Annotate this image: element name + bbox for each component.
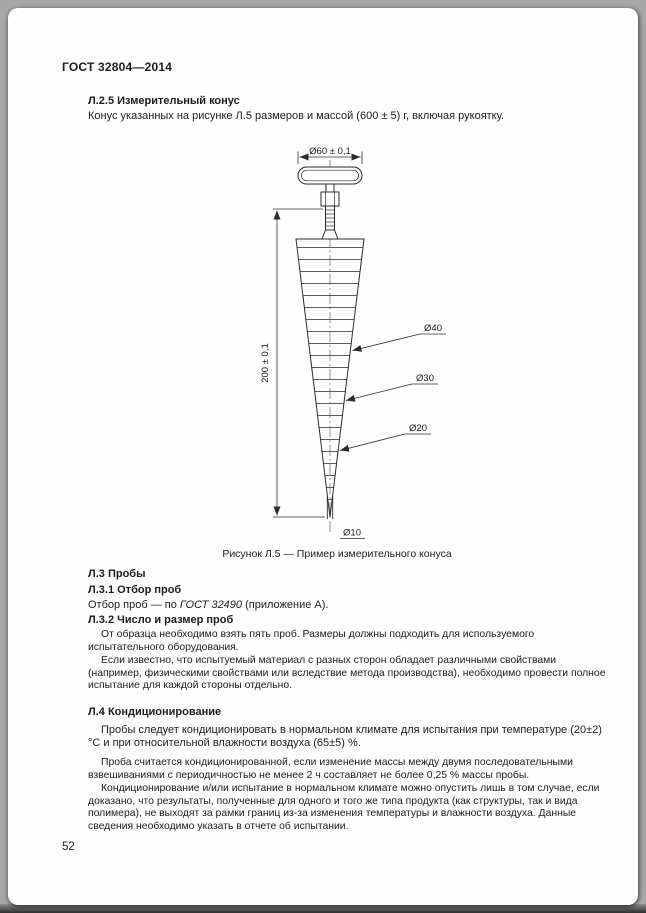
dim-label-d30: Ø30 xyxy=(416,372,434,384)
heading-l32: Л.3.2 Число и размер проб xyxy=(88,614,234,626)
heading-l4: Л.4 Кондиционирование xyxy=(88,705,222,718)
heading-l31: Л.3.1 Отбор проб xyxy=(88,583,182,596)
leader-diameter-30 xyxy=(346,384,438,401)
dim-label-d10: Ø10 xyxy=(343,527,361,538)
paragraph-l32-1: От образца необходимо взять пять проб. Размеры должны подходить для используемого испытательного оборудования. xyxy=(88,629,535,653)
dim-label-h200: 200 ± 0,1 xyxy=(260,342,271,383)
dim-label-d20: Ø20 xyxy=(409,422,427,434)
scan-edge-shadow xyxy=(0,904,646,913)
paragraph-l4-3: Кондиционирование и/или испытание в нормальном климате можно опустить лишь в том случае, если доказано, что результаты, полученные для одного и того же типа продукта (как структуры, так и вида полимера), не выходят за рамки границ из-за изменения температуры и влажности воздуха. Данные сведения необходимо указать в отчете об испытании. xyxy=(88,783,600,832)
document-page xyxy=(8,8,638,905)
text-column-bottom xyxy=(88,568,612,834)
figure-l5 xyxy=(62,144,612,560)
paragraph-l25: Конус указанных на рисунке Л.5 размеров и массой (600 ± 5) г, включая рукоятку. xyxy=(88,110,505,122)
dim-label-d60: Ø60 ± 0,1 xyxy=(309,145,351,157)
heading-l3: Л.3 Пробы xyxy=(88,567,146,580)
paragraph-l4-2: Проба считается кондиционированной, если изменение массы между двумя последовательными взвешиваниями с периодичностью не менее 2 ч составляет не более 0,25 % массы пробы. xyxy=(88,756,573,781)
text-column-top xyxy=(88,95,612,124)
cone-stem xyxy=(321,184,339,239)
page-content xyxy=(8,8,638,834)
standard-number-header: ГОСТ 32804—2014 xyxy=(62,60,173,74)
figure-caption: Рисунок Л.5 — Пример измерительного конуса xyxy=(222,547,452,560)
leader-diameter-20 xyxy=(340,434,431,451)
dim-label-d40: Ø40 xyxy=(424,322,442,334)
paragraph-l32-2: Если известно, что испытуемый материал с разных сторон обладает различными свойствами (например, физическими свойствами или вследствие метода производства), необходимо провести полное испытание для каждой стороны отдельно. xyxy=(88,655,606,692)
l31-standard-reference: ГОСТ 32490 xyxy=(179,598,243,611)
l31-text-prefix: Отбор проб — по xyxy=(88,598,180,611)
heading-l25: Л.2.5 Измерительный конус xyxy=(88,95,240,107)
cone-body xyxy=(296,239,364,519)
leader-diameter-40 xyxy=(353,334,447,351)
page-number: 52 xyxy=(62,841,75,853)
l31-text-suffix: (приложение А). xyxy=(242,598,329,611)
cone-technical-drawing xyxy=(255,144,465,544)
cone-handle xyxy=(298,167,362,184)
paragraph-l31 xyxy=(88,599,612,613)
paragraph-l4-1: Пробы следует кондиционировать в нормальном климате для испытания при температуре (20±2) °С и при относительной влажности воздуха (65±5) %. xyxy=(88,723,602,750)
